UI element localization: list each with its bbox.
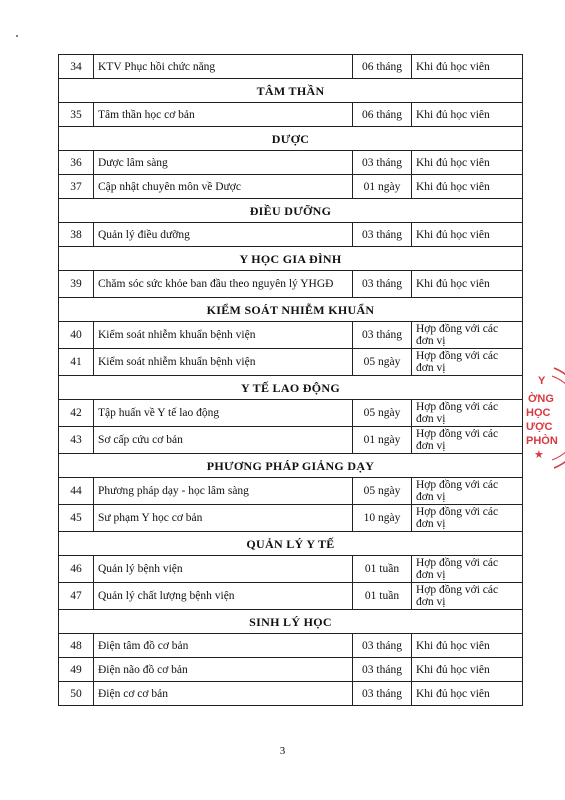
course-name-cell: Quản lý điều dưỡng: [94, 223, 353, 247]
table-row: [59, 103, 523, 127]
section-title: QUẢN LÝ Y TẾ: [59, 532, 523, 556]
section-title: TÂM THẦN: [59, 79, 523, 103]
condition-cell: Khi đủ học viên: [412, 175, 523, 199]
row-number-cell: 47: [59, 583, 94, 610]
duration-cell: 05 ngày: [353, 349, 412, 376]
condition-cell: Hợp đồng với các đơn vị: [412, 505, 523, 532]
section-header-row: [59, 298, 523, 322]
table-row: [59, 223, 523, 247]
table-row: [59, 151, 523, 175]
row-number-cell: 41: [59, 349, 94, 376]
table-row: [59, 478, 523, 505]
duration-cell: 03 tháng: [353, 223, 412, 247]
condition-cell: Khi đủ học viên: [412, 682, 523, 706]
course-name-cell: Tập huấn về Y tế lao động: [94, 400, 353, 427]
page-mark: [16, 35, 18, 37]
table-row: [59, 634, 523, 658]
row-number-cell: 43: [59, 427, 94, 454]
table-row: [59, 682, 523, 706]
section-title: Y HỌC GIA ĐÌNH: [59, 247, 523, 271]
course-name-cell: Sư phạm Y học cơ bản: [94, 505, 353, 532]
row-number-cell: 50: [59, 682, 94, 706]
row-number-cell: 37: [59, 175, 94, 199]
condition-cell: Khi đủ học viên: [412, 55, 523, 79]
course-table-body: [59, 55, 523, 706]
row-number-cell: 49: [59, 658, 94, 682]
duration-cell: 03 tháng: [353, 271, 412, 298]
duration-cell: 03 tháng: [353, 682, 412, 706]
condition-cell: Khi đủ học viên: [412, 103, 523, 127]
table-row: [59, 349, 523, 376]
row-number-cell: 39: [59, 271, 94, 298]
duration-cell: 10 ngày: [353, 505, 412, 532]
duration-cell: 03 tháng: [353, 322, 412, 349]
duration-cell: 01 tuần: [353, 556, 412, 583]
duration-cell: 03 tháng: [353, 634, 412, 658]
section-title: SINH LÝ HỌC: [59, 610, 523, 634]
duration-cell: 06 tháng: [353, 55, 412, 79]
duration-cell: 03 tháng: [353, 658, 412, 682]
table-row: [59, 400, 523, 427]
duration-cell: 05 ngày: [353, 400, 412, 427]
duration-cell: 05 ngày: [353, 478, 412, 505]
course-name-cell: Tâm thần học cơ bản: [94, 103, 353, 127]
duration-cell: 01 tuần: [353, 583, 412, 610]
condition-cell: Khi đủ học viên: [412, 658, 523, 682]
table-row: [59, 505, 523, 532]
condition-cell: Khi đủ học viên: [412, 634, 523, 658]
condition-cell: Khi đủ học viên: [412, 271, 523, 298]
row-number-cell: 38: [59, 223, 94, 247]
course-name-cell: Dược lâm sàng: [94, 151, 353, 175]
condition-cell: Hợp đồng với các đơn vị: [412, 556, 523, 583]
row-number-cell: 34: [59, 55, 94, 79]
section-title: Y TẾ LAO ĐỘNG: [59, 376, 523, 400]
condition-cell: Hợp đồng với các đơn vị: [412, 478, 523, 505]
red-stamp: [524, 362, 565, 474]
condition-cell: Hợp đồng với các đơn vị: [412, 583, 523, 610]
table-row: [59, 583, 523, 610]
row-number-cell: 44: [59, 478, 94, 505]
course-name-cell: Phương pháp dạy - học lâm sàng: [94, 478, 353, 505]
table-row: [59, 55, 523, 79]
table-row: [59, 271, 523, 298]
section-header-row: [59, 247, 523, 271]
row-number-cell: 45: [59, 505, 94, 532]
row-number-cell: 48: [59, 634, 94, 658]
section-title: PHƯƠNG PHÁP GIẢNG DẠY: [59, 454, 523, 478]
section-header-row: [59, 79, 523, 103]
condition-cell: Hợp đồng với các đơn vị: [412, 322, 523, 349]
table-row: [59, 556, 523, 583]
condition-cell: Khi đủ học viên: [412, 223, 523, 247]
section-header-row: [59, 376, 523, 400]
stamp-seal: [524, 362, 565, 474]
table-row: [59, 658, 523, 682]
course-name-cell: Cập nhật chuyên môn về Dược: [94, 175, 353, 199]
condition-cell: Hợp đồng với các đơn vị: [412, 400, 523, 427]
row-number-cell: 36: [59, 151, 94, 175]
duration-cell: 01 ngày: [353, 427, 412, 454]
row-number-cell: 35: [59, 103, 94, 127]
course-name-cell: Kiểm soát nhiễm khuẩn bệnh viện: [94, 349, 353, 376]
section-title: DƯỢC: [59, 127, 523, 151]
course-name-cell: Chăm sóc sức khỏe ban đầu theo nguyên lý YHGĐ: [94, 271, 353, 298]
row-number-cell: 40: [59, 322, 94, 349]
section-header-row: [59, 454, 523, 478]
row-number-cell: 46: [59, 556, 94, 583]
page-number: 3: [279, 745, 286, 757]
stamp-text-line: ỜNG: [528, 393, 554, 405]
course-name-cell: Quản lý chất lượng bệnh viện: [94, 583, 353, 610]
condition-cell: Hợp đồng với các đơn vị: [412, 427, 523, 454]
row-number-cell: 42: [59, 400, 94, 427]
section-header-row: [59, 610, 523, 634]
duration-cell: 01 ngày: [353, 175, 412, 199]
course-name-cell: Quản lý bệnh viện: [94, 556, 353, 583]
stamp-text-line: ƯỢC: [526, 421, 553, 433]
course-name-cell: Điện não đồ cơ bản: [94, 658, 353, 682]
section-header-row: [59, 532, 523, 556]
duration-cell: 06 tháng: [353, 103, 412, 127]
section-title: ĐIỀU DƯỠNG: [59, 199, 523, 223]
stamp-text-line: ★: [534, 449, 544, 461]
section-header-row: [59, 127, 523, 151]
course-name-cell: KTV Phục hồi chức năng: [94, 55, 353, 79]
course-name-cell: Điện tâm đồ cơ bản: [94, 634, 353, 658]
stamp-text-line: Y: [538, 375, 546, 387]
course-name-cell: Kiểm soát nhiễm khuẩn bệnh viện: [94, 322, 353, 349]
table-row: [59, 322, 523, 349]
duration-cell: 03 tháng: [353, 151, 412, 175]
course-name-cell: Sơ cấp cứu cơ bản: [94, 427, 353, 454]
section-title: KIỂM SOÁT NHIỄM KHUẨN: [59, 298, 523, 322]
stamp-text-line: PHÒN: [526, 435, 558, 447]
stamp-text-line: HỌC: [526, 407, 551, 419]
table-row: [59, 175, 523, 199]
course-name-cell: Điện cơ cơ bản: [94, 682, 353, 706]
table-row: [59, 427, 523, 454]
condition-cell: Khi đủ học viên: [412, 151, 523, 175]
course-table: [58, 54, 523, 706]
condition-cell: Hợp đồng với các đơn vị: [412, 349, 523, 376]
section-header-row: [59, 199, 523, 223]
